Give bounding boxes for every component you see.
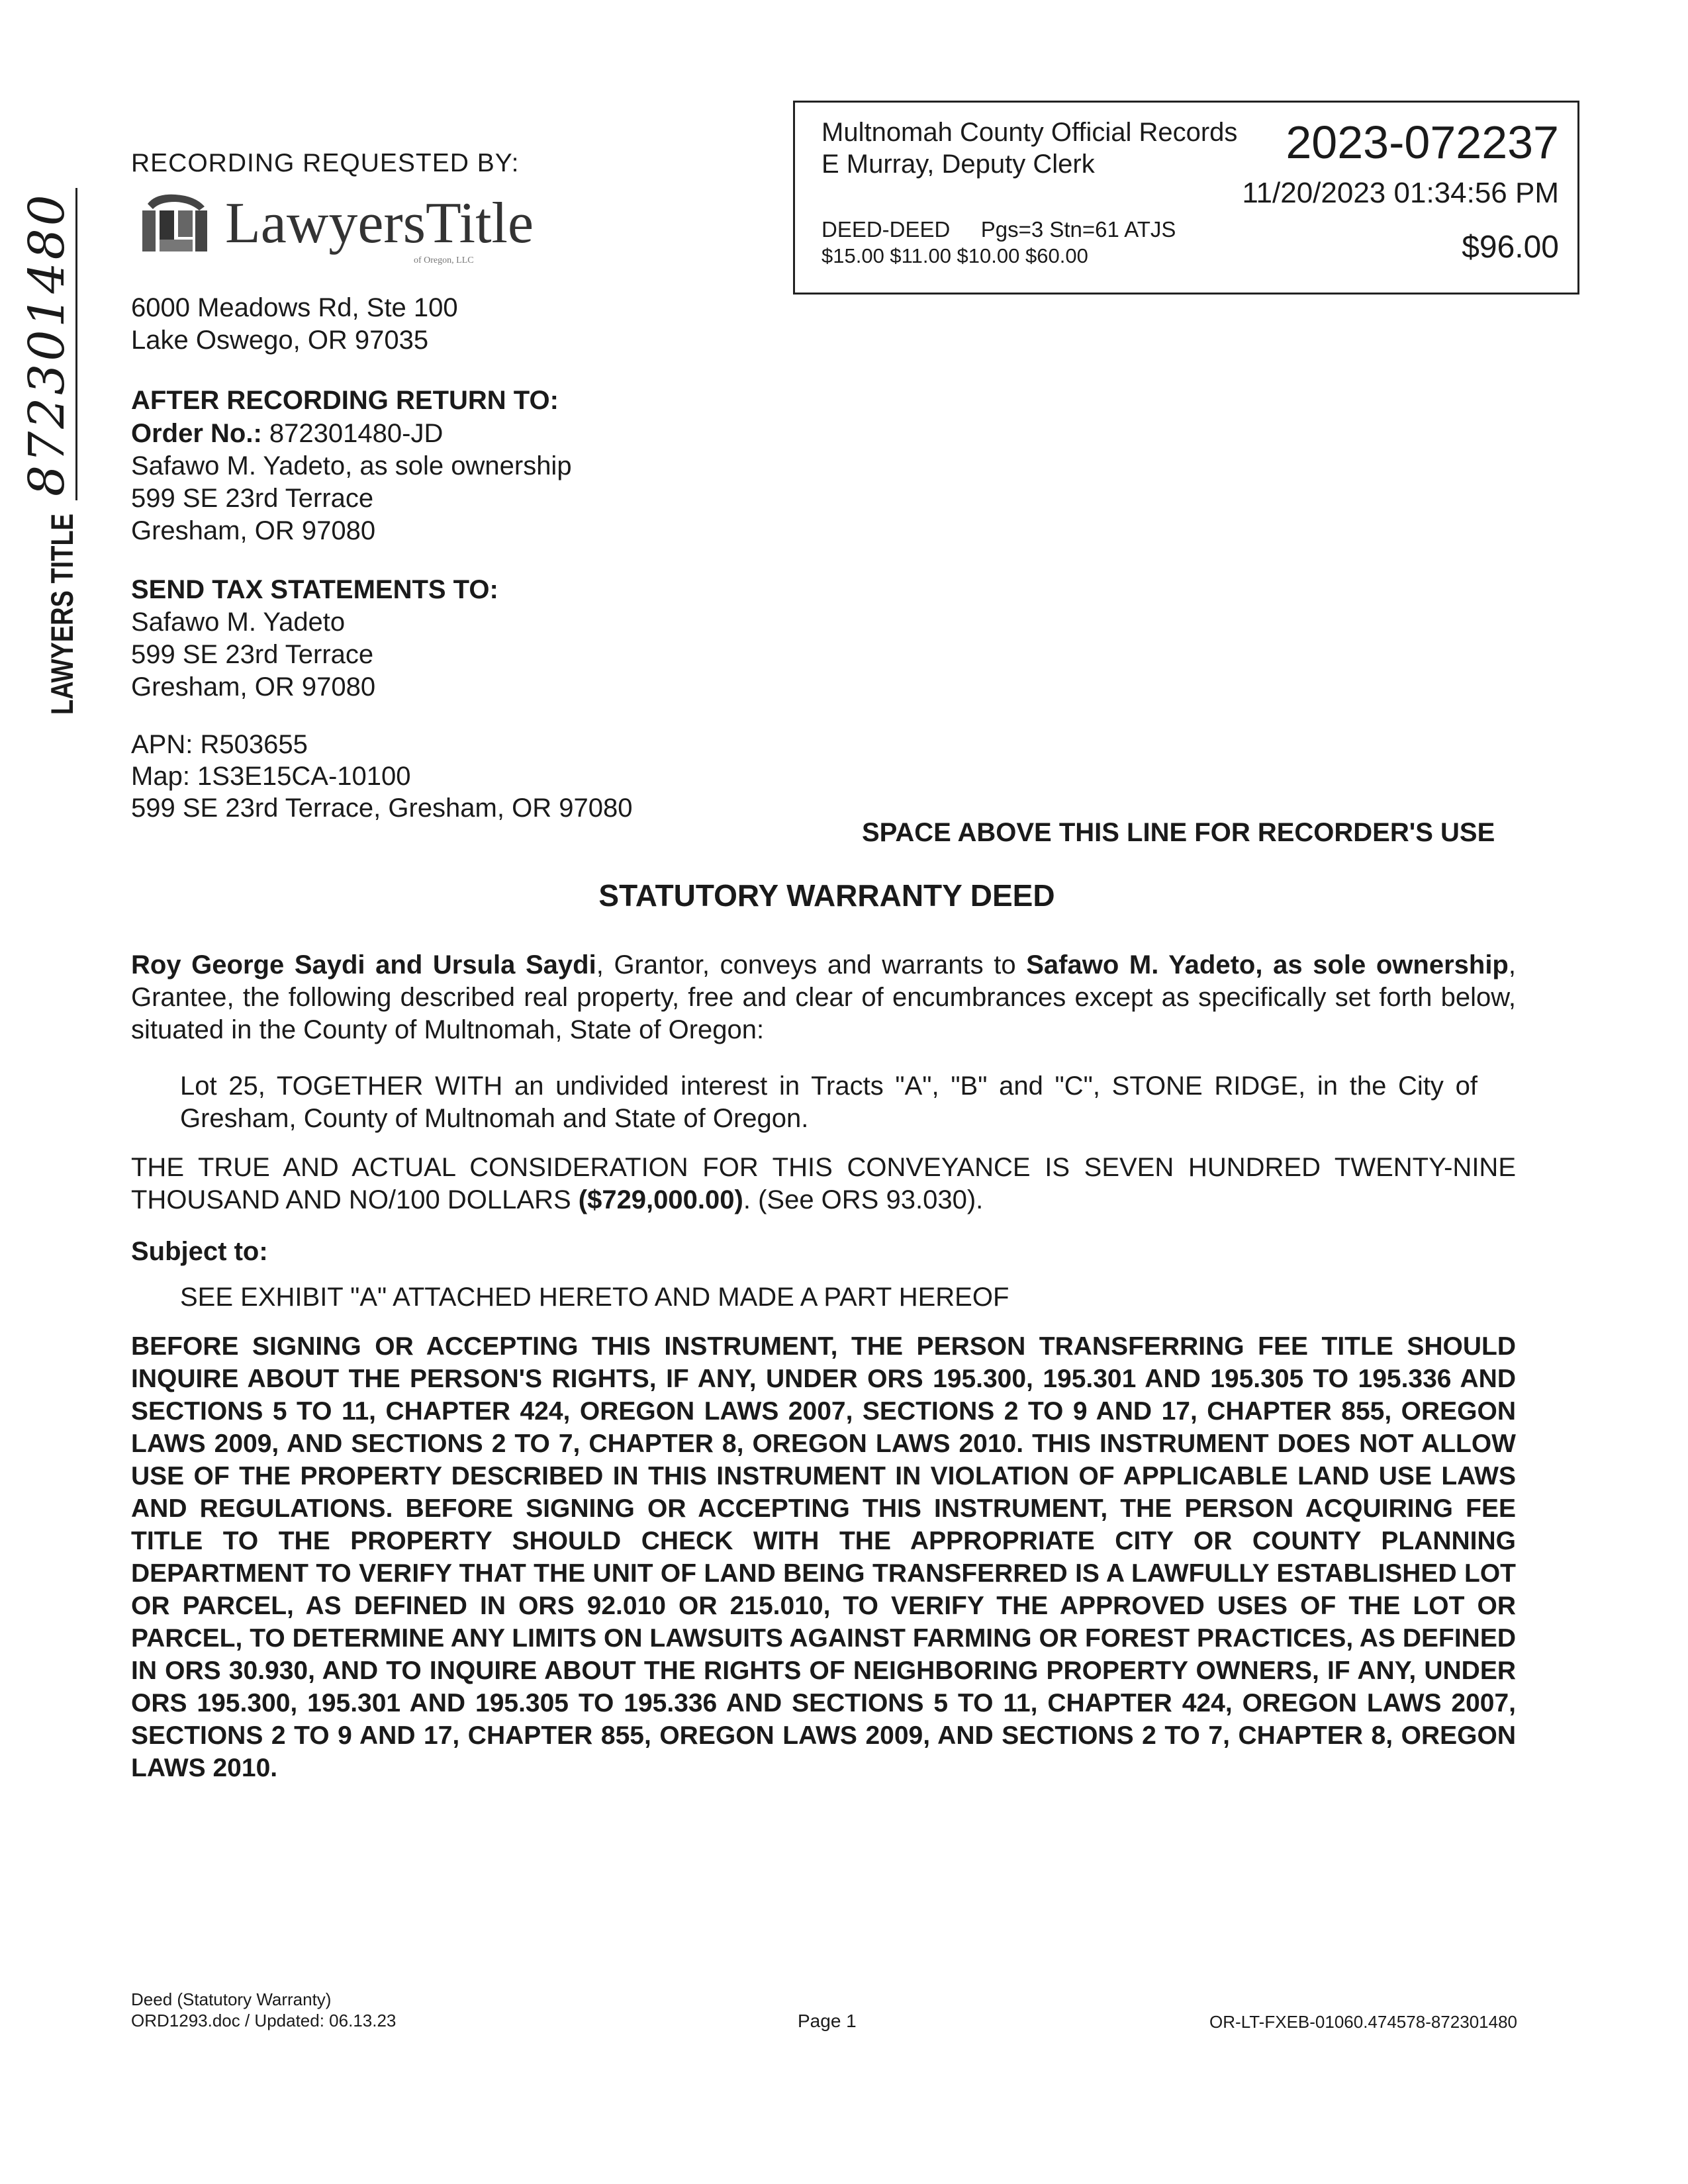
footer-doc-file: ORD1293.doc / Updated: 06.13.23 <box>131 2011 397 2030</box>
return-to-street: 599 SE 23rd Terrace <box>131 484 374 513</box>
recorder-clerk: E Murray, Deputy Clerk <box>821 150 1095 179</box>
legal-description: Lot 25, TOGETHER WITH an undivided interest in Tracts "A", "B" and "C", STONE RIDGE, in the City of Gresham, County of Multnomah and State of Oregon. <box>180 1071 1477 1133</box>
recorder-total-fee: $96.00 <box>1462 230 1559 265</box>
tax-to-name: Safawo M. Yadeto <box>131 608 346 637</box>
consideration-amount: ($729,000.00) <box>578 1185 743 1214</box>
consideration-statement <box>131 1152 1516 1216</box>
recorder-doc-type-line <box>821 216 1176 243</box>
recorder-timestamp: 11/20/2023 01:34:56 PM <box>1242 177 1559 209</box>
order-number-line <box>131 417 443 450</box>
tax-statements-label: SEND TAX STATEMENTS TO: <box>131 575 498 604</box>
logo-subtitle: of Oregon, LLC <box>414 255 474 265</box>
tax-to-street: 599 SE 23rd Terrace <box>131 640 374 669</box>
map-line: Map: 1S3E15CA-10100 <box>131 762 411 791</box>
statutory-warning: BEFORE SIGNING OR ACCEPTING THIS INSTRUMENT, THE PERSON TRANSFERRING FEE TITLE SHOULD INQUIRE ABOUT THE PERSON'S RIGHTS, IF ANY, UNDER ORS 195.300, 195.301 AND 195.305 TO 195.336 AND SECTIONS 5 TO 11, CHAPTER 424, OREGON LAWS 2007, SECTIONS 2 TO 9 AND 17, CHAPTER 855, OREGON LAWS 2009, AND SECTIONS 2 TO 7, CHAPTER 8, OREGON LAWS 2010. THIS INSTRUMENT DOES NOT ALLOW USE OF THE PROPERTY DESCRIBED IN THIS INSTRUMENT IN VIOLATION OF APPLICABLE LAND USE LAWS AND REGULATIONS. BEFORE SIGNING OR ACCEPTING THIS INSTRUMENT, THE PERSON ACQUIRING FEE TITLE TO THE PROPERTY SHOULD CHECK WITH THE APPROPRIATE CITY OR COUNTY PLANNING DEPARTMENT TO VERIFY THAT THE UNIT OF LAND BEING TRANSFERRED IS A LAWFULLY ESTABLISHED LOT OR PARCEL, AS DEFINED IN ORS 92.010 OR 215.010, TO VERIFY THE APPROVED USES OF THE LOT OR PARCEL, TO DETERMINE ANY LIMITS ON LAWSUITS AGAINST FARMING OR FOREST PRACTICES, AS DEFINED IN ORS 30.930, AND TO INQUIRE ABOUT THE RIGHTS OF NEIGHBORING PROPERTY OWNERS, IF ANY, UNDER ORS 195.300, 195.301 AND 195.305 TO 195.336 AND SECTIONS 5 TO 11, CHAPTER 424, OREGON LAWS 2007, SECTIONS 2 TO 9 AND 17, CHAPTER 855, OREGON LAWS 2009, AND SECTIONS 2 TO 7, CHAPTER 8, OREGON LAWS 2010. <box>131 1332 1516 1782</box>
side-stamp <box>19 192 81 721</box>
recorder-pages-info: Pgs=3 Stn=61 ATJS <box>980 217 1176 242</box>
granting-clause <box>131 949 1516 1046</box>
company-logo <box>136 191 534 283</box>
side-stamp-number: 872301480 <box>19 188 77 500</box>
return-to-city: Gresham, OR 97080 <box>131 516 376 545</box>
granting-clause-conveys: , Grantor, conveys and warrants to <box>596 950 1027 979</box>
grantee-name: Safawo M. Yadeto, as sole ownership <box>1026 950 1509 979</box>
recorder-fees: $15.00 $11.00 $10.00 $60.00 <box>821 244 1088 267</box>
apn-line: APN: R503655 <box>131 730 308 759</box>
footer-document-code: OR-LT-FXEB-01060.474578-872301480 <box>1209 2012 1517 2032</box>
consideration-reference: . (See ORS 93.030). <box>743 1185 984 1214</box>
tax-to-city: Gresham, OR 97080 <box>131 672 376 702</box>
document-title: STATUTORY WARRANTY DEED <box>598 878 1055 913</box>
recording-requested-label: RECORDING REQUESTED BY: <box>131 149 520 177</box>
return-to-name: Safawo M. Yadeto, as sole ownership <box>131 451 572 480</box>
lawyers-title-logo-icon <box>136 191 215 263</box>
grantor-names: Roy George Saydi and Ursula Saydi <box>131 950 596 979</box>
order-number: 872301480-JD <box>269 419 444 448</box>
recorder-office: Multnomah County Official Records <box>821 118 1238 147</box>
subject-to-label: Subject to: <box>131 1237 268 1266</box>
recorder-stamp-box <box>793 101 1579 295</box>
requester-address-line2: Lake Oswego, OR 97035 <box>131 326 429 355</box>
granting-clause-rest: , Grantee, the following described real property, free and clear of encumbrances except as specifically set forth below, situated in the County of Multnomah, State of Oregon: <box>131 950 1516 1044</box>
recorder-use-line: SPACE ABOVE THIS LINE FOR RECORDER'S USE <box>862 818 1495 847</box>
footer-page-number: Page 1 <box>798 2011 857 2031</box>
return-to-label: AFTER RECORDING RETURN TO: <box>131 386 559 415</box>
property-address: 599 SE 23rd Terrace, Gresham, OR 97080 <box>131 794 633 823</box>
order-number-label: Order No.: <box>131 419 262 448</box>
recorder-document-number: 2023-072237 <box>1286 116 1559 168</box>
logo-wordmark: LawyersTitle <box>225 191 534 255</box>
consideration-text: THE TRUE AND ACTUAL CONSIDERATION FOR THIS CONVEYANCE IS SEVEN HUNDRED TWENTY-NINE THOUSAND AND NO/100 DOLLARS <box>131 1153 1516 1214</box>
subject-to-text: SEE EXHIBIT "A" ATTACHED HERETO AND MADE A PART HEREOF <box>180 1283 1009 1312</box>
footer-doc-name: Deed (Statutory Warranty) <box>131 1989 332 2009</box>
requester-address-line1: 6000 Meadows Rd, Ste 100 <box>131 293 458 322</box>
side-stamp-brand: LAWYERS TITLE <box>45 514 81 715</box>
recorder-doc-type: DEED-DEED <box>821 217 951 242</box>
